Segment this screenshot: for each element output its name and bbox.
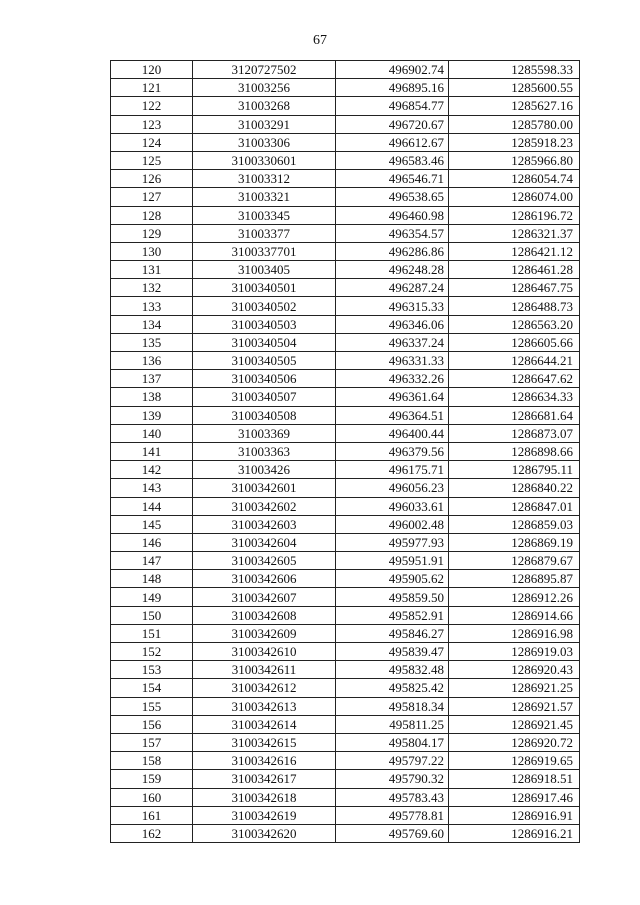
y-coordinate-cell: 1286461.28 [449,261,580,279]
row-number-cell: 142 [111,461,193,479]
x-coordinate-cell: 495977.93 [336,533,449,551]
x-coordinate-cell: 495859.50 [336,588,449,606]
x-coordinate-cell: 495769.60 [336,824,449,842]
x-coordinate-cell: 496364.51 [336,406,449,424]
row-number-cell: 130 [111,242,193,260]
y-coordinate-cell: 1286917.46 [449,788,580,806]
x-coordinate-cell: 496400.44 [336,424,449,442]
x-coordinate-cell: 496002.48 [336,515,449,533]
table-row [111,115,580,133]
table-row [111,261,580,279]
row-number-cell: 155 [111,697,193,715]
x-coordinate-cell: 495846.27 [336,624,449,642]
coordinates-table-body [111,61,580,843]
point-id-cell: 3100342614 [193,715,336,733]
point-id-cell: 31003312 [193,170,336,188]
point-id-cell: 3100337701 [193,242,336,260]
point-id-cell: 31003321 [193,188,336,206]
row-number-cell: 162 [111,824,193,842]
y-coordinate-cell: 1286921.57 [449,697,580,715]
table-row [111,424,580,442]
table-row [111,624,580,642]
y-coordinate-cell: 1286634.33 [449,388,580,406]
row-number-cell: 152 [111,643,193,661]
row-number-cell: 133 [111,297,193,315]
y-coordinate-cell: 1286644.21 [449,352,580,370]
row-number-cell: 153 [111,661,193,679]
row-number-cell: 139 [111,406,193,424]
point-id-cell: 3100340506 [193,370,336,388]
table-row [111,752,580,770]
point-id-cell: 3100340508 [193,406,336,424]
row-number-cell: 120 [111,61,193,79]
y-coordinate-cell: 1286916.98 [449,624,580,642]
x-coordinate-cell: 495825.42 [336,679,449,697]
point-id-cell: 3100342608 [193,606,336,624]
x-coordinate-cell: 495905.62 [336,570,449,588]
point-id-cell: 3100340501 [193,279,336,297]
y-coordinate-cell: 1286196.72 [449,206,580,224]
x-coordinate-cell: 496460.98 [336,206,449,224]
row-number-cell: 126 [111,170,193,188]
point-id-cell: 3100340504 [193,333,336,351]
point-id-cell: 31003369 [193,424,336,442]
x-coordinate-cell: 496538.65 [336,188,449,206]
table-row [111,679,580,697]
point-id-cell: 3100342602 [193,497,336,515]
x-coordinate-cell: 496854.77 [336,97,449,115]
table-row [111,733,580,751]
point-id-cell: 3100342606 [193,570,336,588]
y-coordinate-cell: 1286873.07 [449,424,580,442]
point-id-cell: 31003345 [193,206,336,224]
y-coordinate-cell: 1285780.00 [449,115,580,133]
y-coordinate-cell: 1286895.87 [449,570,580,588]
table-row [111,406,580,424]
y-coordinate-cell: 1286421.12 [449,242,580,260]
table-row [111,315,580,333]
x-coordinate-cell: 496902.74 [336,61,449,79]
table-row [111,170,580,188]
y-coordinate-cell: 1286921.25 [449,679,580,697]
row-number-cell: 144 [111,497,193,515]
table-row [111,352,580,370]
table-row [111,588,580,606]
y-coordinate-cell: 1286605.66 [449,333,580,351]
y-coordinate-cell: 1286920.43 [449,661,580,679]
y-coordinate-cell: 1286681.64 [449,406,580,424]
x-coordinate-cell: 496332.26 [336,370,449,388]
row-number-cell: 135 [111,333,193,351]
y-coordinate-cell: 1285627.16 [449,97,580,115]
row-number-cell: 129 [111,224,193,242]
row-number-cell: 136 [111,352,193,370]
table-row [111,188,580,206]
x-coordinate-cell: 496033.61 [336,497,449,515]
y-coordinate-cell: 1286054.74 [449,170,580,188]
x-coordinate-cell: 495790.32 [336,770,449,788]
y-coordinate-cell: 1285598.33 [449,61,580,79]
y-coordinate-cell: 1286914.66 [449,606,580,624]
y-coordinate-cell: 1285600.55 [449,79,580,97]
row-number-cell: 138 [111,388,193,406]
table-row [111,461,580,479]
row-number-cell: 140 [111,424,193,442]
row-number-cell: 160 [111,788,193,806]
table-row [111,643,580,661]
table-row [111,79,580,97]
row-number-cell: 150 [111,606,193,624]
x-coordinate-cell: 495811.25 [336,715,449,733]
point-id-cell: 3100342615 [193,733,336,751]
row-number-cell: 154 [111,679,193,697]
table-row [111,151,580,169]
x-coordinate-cell: 496720.67 [336,115,449,133]
x-coordinate-cell: 496056.23 [336,479,449,497]
point-id-cell: 31003363 [193,442,336,460]
table-row [111,333,580,351]
table-row [111,388,580,406]
y-coordinate-cell: 1286912.26 [449,588,580,606]
y-coordinate-cell: 1286563.20 [449,315,580,333]
row-number-cell: 159 [111,770,193,788]
point-id-cell: 31003426 [193,461,336,479]
row-number-cell: 148 [111,570,193,588]
x-coordinate-cell: 496287.24 [336,279,449,297]
y-coordinate-cell: 1286840.22 [449,479,580,497]
y-coordinate-cell: 1286920.72 [449,733,580,751]
table-row [111,297,580,315]
point-id-cell: 3120727502 [193,61,336,79]
x-coordinate-cell: 496583.46 [336,151,449,169]
x-coordinate-cell: 495951.91 [336,552,449,570]
y-coordinate-cell: 1286919.65 [449,752,580,770]
x-coordinate-cell: 496175.71 [336,461,449,479]
table-row [111,788,580,806]
point-id-cell: 31003256 [193,79,336,97]
x-coordinate-cell: 495778.81 [336,806,449,824]
x-coordinate-cell: 496315.33 [336,297,449,315]
x-coordinate-cell: 496331.33 [336,352,449,370]
point-id-cell: 3100342620 [193,824,336,842]
y-coordinate-cell: 1286879.67 [449,552,580,570]
x-coordinate-cell: 496337.24 [336,333,449,351]
point-id-cell: 3100330601 [193,151,336,169]
x-coordinate-cell: 495832.48 [336,661,449,679]
row-number-cell: 147 [111,552,193,570]
coordinates-table [110,60,580,843]
x-coordinate-cell: 496546.71 [336,170,449,188]
y-coordinate-cell: 1286916.91 [449,806,580,824]
point-id-cell: 31003306 [193,133,336,151]
y-coordinate-cell: 1286869.19 [449,533,580,551]
table-row [111,770,580,788]
x-coordinate-cell: 496346.06 [336,315,449,333]
y-coordinate-cell: 1286321.37 [449,224,580,242]
x-coordinate-cell: 495783.43 [336,788,449,806]
row-number-cell: 131 [111,261,193,279]
row-number-cell: 157 [111,733,193,751]
point-id-cell: 3100342616 [193,752,336,770]
row-number-cell: 158 [111,752,193,770]
table-row [111,479,580,497]
point-id-cell: 31003268 [193,97,336,115]
point-id-cell: 3100342613 [193,697,336,715]
y-coordinate-cell: 1286488.73 [449,297,580,315]
point-id-cell: 3100342603 [193,515,336,533]
row-number-cell: 121 [111,79,193,97]
table-row [111,224,580,242]
x-coordinate-cell: 495818.34 [336,697,449,715]
point-id-cell: 3100340502 [193,297,336,315]
row-number-cell: 125 [111,151,193,169]
y-coordinate-cell: 1285918.23 [449,133,580,151]
row-number-cell: 146 [111,533,193,551]
table-row [111,370,580,388]
point-id-cell: 3100340507 [193,388,336,406]
row-number-cell: 132 [111,279,193,297]
row-number-cell: 156 [111,715,193,733]
x-coordinate-cell: 496286.86 [336,242,449,260]
row-number-cell: 127 [111,188,193,206]
x-coordinate-cell: 495804.17 [336,733,449,751]
table-row [111,206,580,224]
table-row [111,442,580,460]
point-id-cell: 3100340505 [193,352,336,370]
y-coordinate-cell: 1286647.62 [449,370,580,388]
row-number-cell: 134 [111,315,193,333]
row-number-cell: 143 [111,479,193,497]
point-id-cell: 3100342607 [193,588,336,606]
point-id-cell: 31003405 [193,261,336,279]
table-row [111,697,580,715]
table-row [111,570,580,588]
table-row [111,242,580,260]
table-row [111,515,580,533]
row-number-cell: 149 [111,588,193,606]
y-coordinate-cell: 1286859.03 [449,515,580,533]
table-row [111,606,580,624]
x-coordinate-cell: 495852.91 [336,606,449,624]
point-id-cell: 3100342611 [193,661,336,679]
y-coordinate-cell: 1285966.80 [449,151,580,169]
x-coordinate-cell: 496248.28 [336,261,449,279]
x-coordinate-cell: 496379.56 [336,442,449,460]
row-number-cell: 151 [111,624,193,642]
row-number-cell: 141 [111,442,193,460]
x-coordinate-cell: 495839.47 [336,643,449,661]
table-row [111,661,580,679]
y-coordinate-cell: 1286898.66 [449,442,580,460]
point-id-cell: 31003291 [193,115,336,133]
point-id-cell: 3100342617 [193,770,336,788]
point-id-cell: 3100342612 [193,679,336,697]
y-coordinate-cell: 1286919.03 [449,643,580,661]
table-row [111,279,580,297]
point-id-cell: 3100342618 [193,788,336,806]
x-coordinate-cell: 496361.64 [336,388,449,406]
table-row [111,61,580,79]
y-coordinate-cell: 1286918.51 [449,770,580,788]
y-coordinate-cell: 1286074.00 [449,188,580,206]
point-id-cell: 3100342601 [193,479,336,497]
row-number-cell: 161 [111,806,193,824]
point-id-cell: 3100342619 [193,806,336,824]
table-row [111,715,580,733]
row-number-cell: 123 [111,115,193,133]
y-coordinate-cell: 1286467.75 [449,279,580,297]
point-id-cell: 31003377 [193,224,336,242]
page-number: 67 [313,33,327,48]
table-row [111,552,580,570]
x-coordinate-cell: 496354.57 [336,224,449,242]
row-number-cell: 145 [111,515,193,533]
point-id-cell: 3100342605 [193,552,336,570]
point-id-cell: 3100342609 [193,624,336,642]
table-row [111,97,580,115]
point-id-cell: 3100342610 [193,643,336,661]
point-id-cell: 3100342604 [193,533,336,551]
table-row [111,824,580,842]
x-coordinate-cell: 496895.16 [336,79,449,97]
y-coordinate-cell: 1286847.01 [449,497,580,515]
table-row [111,533,580,551]
row-number-cell: 124 [111,133,193,151]
row-number-cell: 137 [111,370,193,388]
y-coordinate-cell: 1286916.21 [449,824,580,842]
table-row [111,806,580,824]
table-row [111,133,580,151]
y-coordinate-cell: 1286921.45 [449,715,580,733]
x-coordinate-cell: 496612.67 [336,133,449,151]
table-row [111,497,580,515]
point-id-cell: 3100340503 [193,315,336,333]
row-number-cell: 128 [111,206,193,224]
x-coordinate-cell: 495797.22 [336,752,449,770]
row-number-cell: 122 [111,97,193,115]
y-coordinate-cell: 1286795.11 [449,461,580,479]
